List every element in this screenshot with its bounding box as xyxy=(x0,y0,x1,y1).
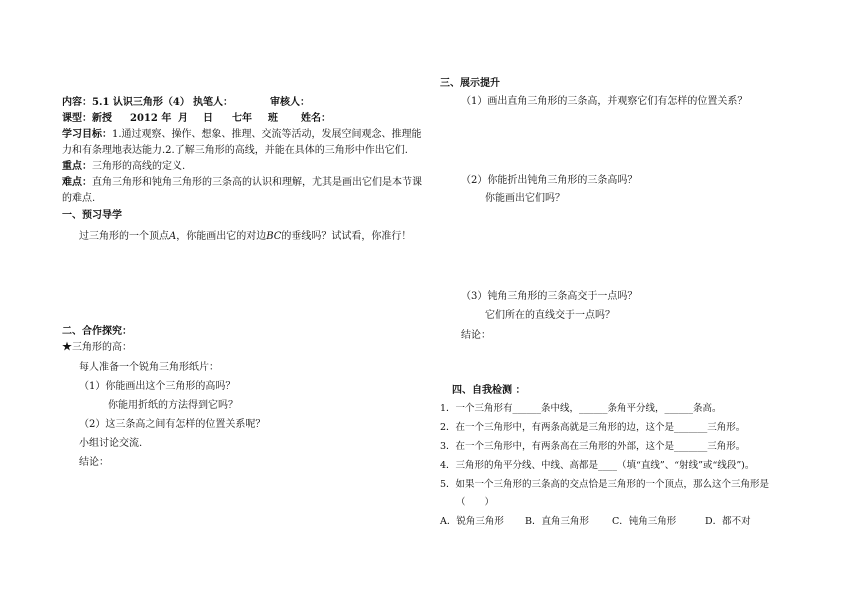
section-1-question xyxy=(79,230,411,243)
test-item-2: 2．在一个三角形中，有两条高就是三角形的边，这个是_______三角形。 xyxy=(440,422,746,433)
month-text: 月 xyxy=(178,113,188,124)
right-question-3a: （3）钝角三角形的三条高交于一点吗？ xyxy=(461,291,638,302)
reviewer-label: 审核人： xyxy=(270,97,310,108)
difficulty-line-1 xyxy=(62,176,422,189)
right-question-2a: （2）你能折出钝角三角形的三条高吗？ xyxy=(461,175,638,186)
right-question-2b: 你能画出它们吗？ xyxy=(485,193,565,204)
right-conclusion: 结论： xyxy=(461,330,491,341)
goal-text-2: 力和有条理地表达能力.2.了解三角形的高线，并能在具体的三角形中作出它们. xyxy=(62,145,408,156)
section-2-title: 二、合作探究： xyxy=(62,326,132,337)
key-label: 重点： xyxy=(62,161,92,172)
option-a: A．锐角三角形 xyxy=(440,516,504,527)
test-item-5: 5．如果一个三角形的三条高的交点恰是三角形的一个顶点，那么这个三角形是 xyxy=(440,479,770,490)
option-c: C．钝角三角形 xyxy=(612,516,677,527)
test-item-1: 1．一个三角形有______条中线，______条角平分线，______条高。 xyxy=(440,403,722,414)
right-question-1: （1）画出直角三角形的三条高，并观察它们有怎样的位置关系？ xyxy=(461,96,748,107)
hard-label: 难点： xyxy=(62,177,92,188)
course-label: 课型：新授 xyxy=(62,113,112,124)
hard-text-2: 的难点. xyxy=(62,193,96,204)
goal-line-1 xyxy=(62,128,422,141)
prep-text: 每人准备一个锐角三角形纸片： xyxy=(79,362,219,373)
year-text: 2012 年 xyxy=(130,113,172,124)
q-part-a: 过三角形的一个顶点 xyxy=(79,231,169,242)
right-question-3b: 它们所在的直线交于一点吗？ xyxy=(485,310,615,321)
question-2: （2）这三条高之间有怎样的位置关系呢？ xyxy=(79,419,266,430)
section-4-title: 四、自我检测 ： xyxy=(452,385,526,396)
key-point xyxy=(62,160,185,173)
goal-label: 学习目标： xyxy=(62,129,112,140)
goal-text-1: 1.通过观察、操作、想象、推理、交流等活动，发展空间观念、推理能 xyxy=(112,129,422,140)
q-part-c: 的垂线吗？试试看，你准行！ xyxy=(281,231,412,242)
option-b: B．直角三角形 xyxy=(525,516,589,527)
question-1: （1）你能画出这个三角形的高吗？ xyxy=(79,381,236,392)
question-1b: 你能用折纸的方法得到它吗？ xyxy=(108,400,238,411)
test-item-3: 3．在一个三角形中，有两条高在三角形的外部，这个是_______三角形。 xyxy=(440,441,746,452)
left-conclusion: 结论： xyxy=(79,457,109,468)
side-BC: BC xyxy=(266,231,282,242)
day-text: 日 xyxy=(203,113,213,124)
discussion-text: 小组讨论交流. xyxy=(79,438,143,449)
content-label: 内容：5.1 认识三角形（4） xyxy=(62,97,190,108)
star-title: ★三角形的高： xyxy=(62,342,132,353)
class-text: 班 xyxy=(268,113,278,124)
name-label: 姓名： xyxy=(301,113,331,124)
key-text: 三角形的高线的定义. xyxy=(92,161,186,172)
section-1-title: 一、预习导学 xyxy=(62,210,122,221)
author-label: 执笔人： xyxy=(193,97,233,108)
test-item-5-paren: （ ） xyxy=(456,497,495,508)
vertex-A: A xyxy=(169,231,177,242)
q-part-b: ，你能画出它的对边 xyxy=(176,231,267,242)
option-d: D．都不对 xyxy=(705,516,751,527)
grade-text: 七年 xyxy=(232,113,252,124)
hard-text-1: 直角三角形和钝角三角形的三条高的认识和理解，尤其是画出它们是本节课 xyxy=(92,177,422,188)
section-3-title: 三、展示提升 xyxy=(440,78,500,89)
test-item-4: 4．三角形的角平分线、中线、高都是____（填“直线”、“射线”或“线段”)。 xyxy=(440,460,755,471)
